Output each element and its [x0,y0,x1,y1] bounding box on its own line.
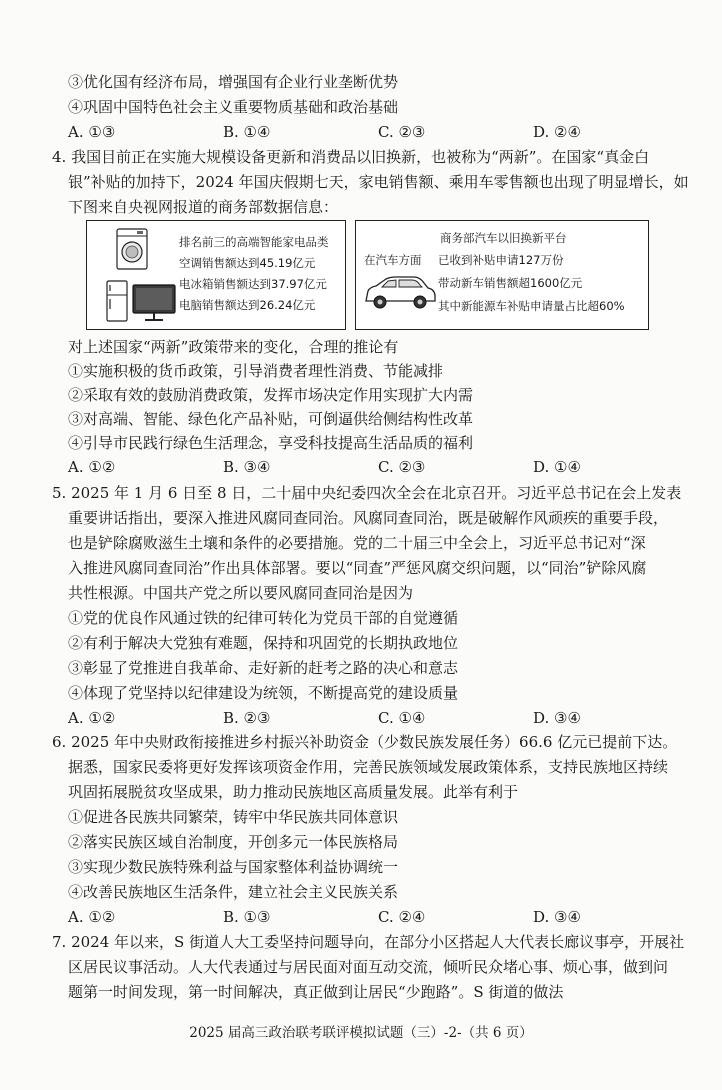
q5-choices [68,708,688,728]
car-new-sales: 带动新车销售额超1600亿元 [438,276,583,290]
appliance-sales-computer: 电脑销售额达到26.24亿元 [179,298,316,312]
q3-option-4: ④巩固中国特色社会主义重要物质基础和政治基础 [68,98,399,116]
appliance-box-title: 排名前三的高端智能家电品类 [179,235,329,249]
appliance-sales-box [86,220,346,330]
q6-option-1: ①促进各民族共同繁荣，铸牢中华民族共同体意识 [68,808,399,826]
q6-stem-line-2: 据悉，国家民委将更好发挥该项资金作用，完善民族领域发展政策体系，支持民族地区持续 [68,758,669,776]
computer-monitor-icon [133,285,175,320]
q6-option-3: ③实现少数民族特殊利益与国家整体利益协调统一 [68,858,399,876]
car-box-title: 商务部汽车以旧换新平台 [440,231,567,245]
appliance-sales-ac: 空调销售额达到45.19亿元 [179,256,316,270]
q3-choice-b[interactable]: B. ①④ [223,123,271,141]
q5-stem-line-1: 5. 2025 年 1 月 6 日至 8 日，二十届中央纪委四次全会在北京召开。习近平总书记在会上发表 [52,484,682,502]
q6-stem-line-1: 6. 2025 年中央财政衔接推进乡村振兴补助资金（少数民族发展任务）66.6 亿元已提前下达。 [52,733,678,751]
q6-choice-b[interactable]: B. ①③ [223,908,271,926]
q5-option-3: ③彰显了党推进自我革命、走好新的赶考之路的决心和意志 [68,659,459,677]
q4-choices [68,457,688,477]
q4-choice-b[interactable]: B. ③④ [223,458,271,476]
car-box-label: 在汽车方面 [364,253,422,267]
q4-option-3: ③对高端、智能、绿色化产品补贴，可倒逼供给侧结构性改革 [68,410,474,428]
q4-question: 对上述国家“两新”政策带来的变化，合理的推论有 [68,338,399,356]
appliance-sales-fridge: 电冰箱销售额达到37.97亿元 [179,277,327,291]
q5-option-2: ②有利于解决大党独有难题，保持和巩固党的长期执政地位 [68,634,459,652]
q5-stem-line-4: 入推进风腐同查同治”作出具体部署。要以“同查”严惩风腐交织问题，以“同治”铲除风腐 [68,559,647,577]
q7-stem-line-3: 题第一时间发现，第一时间解决，真正做到让居民“少跑路”。S 街道的做法 [68,983,564,1001]
q6-choice-a[interactable]: A. ①② [68,908,116,926]
car-subsidy-applications: 已收到补贴申请127万份 [438,253,564,267]
q5-choice-d[interactable]: D. ③④ [533,709,581,727]
page-footer: 2025 届高三政治联考联评模拟试题（三）-2-（共 6 页） [189,1025,533,1041]
q6-choice-d[interactable]: D. ③④ [533,908,581,926]
q7-stem-line-1: 7. 2024 年以来，S 街道人大工委坚持问题导向，在部分小区搭起人大代表长廊议事亭，开展社 [52,933,685,951]
q6-choices [68,907,688,927]
q4-choice-d[interactable]: D. ①④ [533,458,581,476]
q3-choice-a[interactable]: A. ①③ [68,123,116,141]
q3-choice-c[interactable]: C. ②③ [378,123,426,141]
q5-choice-c[interactable]: C. ①④ [378,709,426,727]
refrigerator-icon [107,281,127,321]
q6-option-2: ②落实民族区域自治制度，开创多元一体民族格局 [68,833,399,851]
car-tradein-box [355,220,649,330]
q4-choice-a[interactable]: A. ①② [68,458,116,476]
home-appliances-illustration [93,223,183,327]
q4-option-2: ②采取有效的鼓励消费政策，发挥市场决定作用实现扩大内需 [68,386,474,404]
q6-choice-c[interactable]: C. ②④ [378,908,426,926]
q3-choices [68,122,688,142]
q5-choice-b[interactable]: B. ②③ [223,709,271,727]
q5-stem-line-5: 共性根源。中国共产党之所以要风腐同查同治是因为 [68,584,414,602]
car-icon [362,271,438,313]
q4-choice-c[interactable]: C. ②③ [378,458,426,476]
q4-stem-line-3: 下图来自央视网报道的商务部数据信息： [68,198,339,216]
q5-option-4: ④体现了党坚持以纪律建设为统领，不断提高党的建设质量 [68,684,459,702]
q3-option-3: ③优化国有经济布局，增强国有企业行业垄断优势 [68,73,399,91]
q5-choice-a[interactable]: A. ①② [68,709,116,727]
q7-stem-line-2: 区居民议事活动。人大代表通过与居民面对面互动交流，倾听民众堵心事、烦心事，做到问 [68,958,669,976]
q5-stem-line-3: 也是铲除腐败滋生土壤和条件的必要措施。党的二十届三中全会上，习近平总书记对“深 [68,534,646,552]
q3-choice-d[interactable]: D. ②④ [533,123,581,141]
q4-option-4: ④引导市民践行绿色生活理念，享受科技提高生活品质的福利 [68,434,474,452]
q6-option-4: ④改善民族地区生活条件，建立社会主义民族关系 [68,883,399,901]
q4-stem-line-1: 4. 我国目前正在实施大规模设备更新和消费品以旧换新，也被称为“两新”。在国家“真金白 [52,148,650,166]
q5-option-1: ①党的优良作风通过铁的纪律可转化为党员干部的自觉遵循 [68,609,459,627]
q5-stem-line-2: 重要讲话指出，要深入推进风腐同查同治。风腐同查同治，既是破解作风顽疾的重要手段， [68,509,669,527]
q4-stem-line-2: 银”补贴的加持下，2024 年国庆假期七天，家电销售额、乘用车零售额也出现了明显增长，如 [68,173,689,191]
q6-stem-line-3: 巩固拓展脱贫攻坚成果，助力推动民族地区高质量发展。此举有利于 [68,783,519,801]
q4-option-1: ①实施积极的货币政策，引导消费者理性消费、节能减排 [68,362,444,380]
car-nev-share: 其中新能源车补贴申请量占比超60% [438,299,625,313]
washing-machine-icon [117,229,147,269]
